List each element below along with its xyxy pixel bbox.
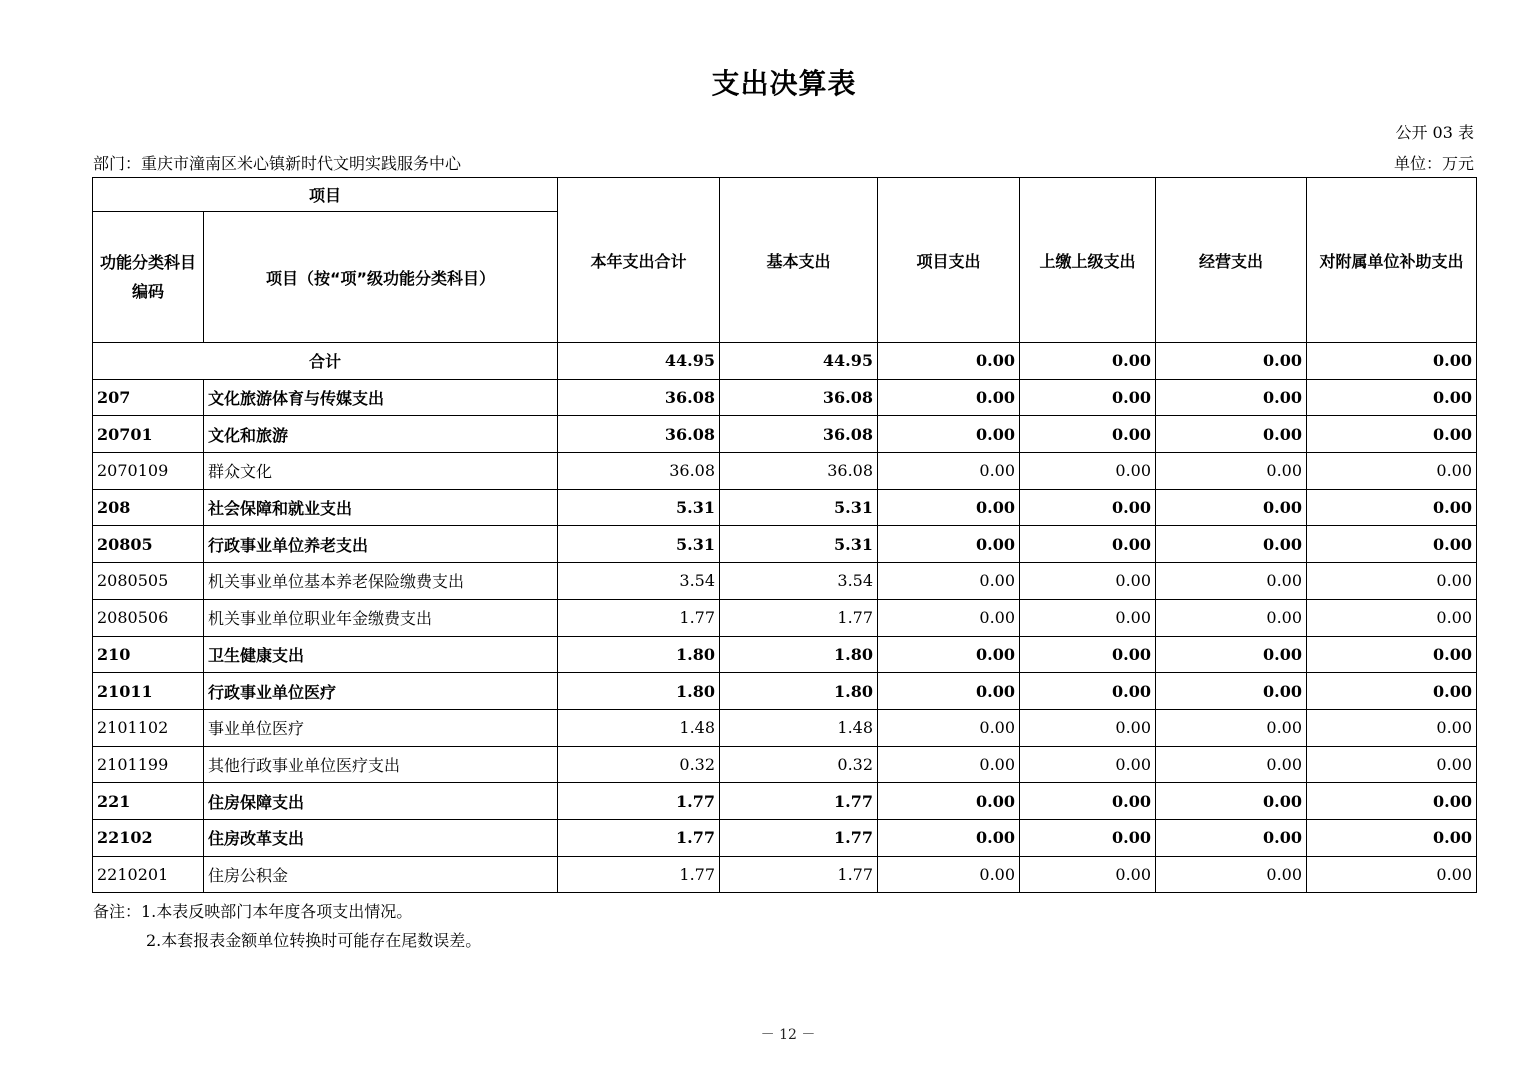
table-row	[93, 526, 1477, 563]
table-row	[93, 673, 1477, 710]
row-name: 行政事业单位养老支出	[204, 526, 558, 563]
row-value: 1.80	[720, 636, 878, 673]
row-value: 0.32	[558, 746, 720, 783]
row-value: 0.00	[1307, 563, 1477, 600]
table-row	[93, 416, 1477, 453]
row-value: 3.54	[720, 563, 878, 600]
row-value: 0.00	[1156, 379, 1307, 416]
row-code: 207	[93, 379, 204, 416]
row-code: 221	[93, 783, 204, 820]
row-value: 0.00	[1156, 453, 1307, 490]
row-name: 其他行政事业单位医疗支出	[204, 746, 558, 783]
row-value: 0.00	[1307, 453, 1477, 490]
row-value: 0.00	[1156, 856, 1307, 893]
row-code: 21011	[93, 673, 204, 710]
table-row	[93, 489, 1477, 526]
row-value: 5.31	[558, 489, 720, 526]
row-value: 5.31	[558, 526, 720, 563]
row-value: 0.00	[1020, 379, 1156, 416]
row-code: 20805	[93, 526, 204, 563]
row-value: 1.77	[558, 856, 720, 893]
expenditure-table	[92, 177, 1477, 893]
total-value: 0.00	[1020, 343, 1156, 380]
row-value: 36.08	[720, 379, 878, 416]
row-value: 0.00	[1156, 783, 1307, 820]
table-row	[93, 599, 1477, 636]
row-name: 住房保障支出	[204, 783, 558, 820]
row-value: 0.00	[1307, 673, 1477, 710]
row-value: 1.77	[720, 856, 878, 893]
row-value: 0.00	[878, 636, 1020, 673]
row-code: 2080505	[93, 563, 204, 600]
row-code: 2210201	[93, 856, 204, 893]
row-value: 0.32	[720, 746, 878, 783]
row-value: 0.00	[878, 746, 1020, 783]
department-label: 部门：重庆市潼南区米心镇新时代文明实践服务中心	[93, 154, 462, 173]
row-code: 2101102	[93, 709, 204, 746]
row-code: 210	[93, 636, 204, 673]
table-row	[93, 783, 1477, 820]
total-value: 44.95	[558, 343, 720, 380]
row-value: 36.08	[558, 416, 720, 453]
row-value: 0.00	[1307, 416, 1477, 453]
row-value: 0.00	[1156, 599, 1307, 636]
row-value: 36.08	[720, 453, 878, 490]
row-value: 1.48	[558, 709, 720, 746]
row-value: 0.00	[1307, 599, 1477, 636]
row-value: 0.00	[1156, 746, 1307, 783]
row-value: 0.00	[1020, 636, 1156, 673]
row-value: 0.00	[1307, 819, 1477, 856]
row-value: 0.00	[878, 416, 1020, 453]
table-row	[93, 819, 1477, 856]
row-value: 0.00	[1156, 563, 1307, 600]
row-value: 0.00	[1156, 819, 1307, 856]
header-subsidy: 对附属单位补助支出	[1307, 178, 1477, 343]
row-value: 0.00	[1307, 489, 1477, 526]
row-value: 1.77	[558, 783, 720, 820]
row-name: 行政事业单位医疗	[204, 673, 558, 710]
row-value: 3.54	[558, 563, 720, 600]
total-value: 0.00	[878, 343, 1020, 380]
form-number: 公开 03 表	[1395, 123, 1474, 142]
row-value: 0.00	[878, 709, 1020, 746]
row-name: 住房改革支出	[204, 819, 558, 856]
row-value: 0.00	[1020, 856, 1156, 893]
table-row	[93, 856, 1477, 893]
row-value: 0.00	[1020, 526, 1156, 563]
notes	[93, 897, 481, 955]
row-value: 0.00	[1020, 489, 1156, 526]
row-value: 1.77	[558, 599, 720, 636]
row-value: 36.08	[720, 416, 878, 453]
total-row	[93, 343, 1477, 380]
row-code: 2101199	[93, 746, 204, 783]
page-number: － 12 －	[760, 1027, 816, 1043]
row-name: 机关事业单位基本养老保险缴费支出	[204, 563, 558, 600]
row-value: 0.00	[1020, 453, 1156, 490]
table-row	[93, 379, 1477, 416]
row-value: 0.00	[1307, 783, 1477, 820]
row-value: 0.00	[1020, 819, 1156, 856]
row-value: 0.00	[1307, 709, 1477, 746]
total-value: 0.00	[1156, 343, 1307, 380]
row-name: 群众文化	[204, 453, 558, 490]
row-value: 0.00	[1307, 856, 1477, 893]
row-value: 0.00	[878, 856, 1020, 893]
table-row	[93, 709, 1477, 746]
row-value: 0.00	[1307, 526, 1477, 563]
row-name: 社会保障和就业支出	[204, 489, 558, 526]
row-value: 0.00	[878, 526, 1020, 563]
row-value: 5.31	[720, 526, 878, 563]
row-value: 0.00	[1020, 783, 1156, 820]
unit-label: 单位：万元	[1393, 154, 1474, 173]
note-line-1: 备注：1.本表反映部门本年度各项支出情况。	[93, 902, 413, 921]
row-value: 0.00	[1156, 416, 1307, 453]
total-label: 合计	[93, 343, 558, 380]
row-value: 0.00	[1156, 489, 1307, 526]
header-basic: 基本支出	[720, 178, 878, 343]
row-value: 0.00	[1307, 746, 1477, 783]
row-value: 0.00	[1020, 673, 1156, 710]
table-row	[93, 636, 1477, 673]
row-code: 22102	[93, 819, 204, 856]
row-value: 1.77	[558, 819, 720, 856]
row-value: 0.00	[878, 379, 1020, 416]
row-name: 住房公积金	[204, 856, 558, 893]
row-value: 0.00	[1020, 709, 1156, 746]
header-name: 项目（按“项”级功能分类科目）	[204, 212, 558, 343]
row-value: 0.00	[878, 783, 1020, 820]
header-project-expense: 项目支出	[878, 178, 1020, 343]
row-code: 208	[93, 489, 204, 526]
header-code: 功能分类科目编码	[93, 212, 204, 343]
row-name: 机关事业单位职业年金缴费支出	[204, 599, 558, 636]
row-value: 0.00	[1020, 563, 1156, 600]
row-value: 1.77	[720, 783, 878, 820]
row-value: 0.00	[878, 599, 1020, 636]
row-value: 1.80	[720, 673, 878, 710]
row-code: 20701	[93, 416, 204, 453]
row-value: 0.00	[1020, 599, 1156, 636]
table-row	[93, 563, 1477, 600]
row-value: 0.00	[1156, 709, 1307, 746]
header-project: 项目	[93, 178, 558, 212]
row-code: 2080506	[93, 599, 204, 636]
total-value: 44.95	[720, 343, 878, 380]
row-name: 卫生健康支出	[204, 636, 558, 673]
page-title: 支出决算表	[711, 67, 857, 100]
row-value: 0.00	[1156, 673, 1307, 710]
row-value: 0.00	[1020, 746, 1156, 783]
row-value: 36.08	[558, 453, 720, 490]
table-row	[93, 453, 1477, 490]
row-value: 0.00	[1156, 636, 1307, 673]
header-upper: 上缴上级支出	[1020, 178, 1156, 343]
row-value: 1.80	[558, 673, 720, 710]
row-value: 0.00	[878, 489, 1020, 526]
row-value: 0.00	[878, 819, 1020, 856]
total-value: 0.00	[1307, 343, 1477, 380]
row-code: 2070109	[93, 453, 204, 490]
row-value: 1.48	[720, 709, 878, 746]
row-value: 5.31	[720, 489, 878, 526]
row-name: 文化和旅游	[204, 416, 558, 453]
row-value: 36.08	[558, 379, 720, 416]
row-value: 1.80	[558, 636, 720, 673]
row-value: 0.00	[1307, 636, 1477, 673]
row-value: 0.00	[878, 453, 1020, 490]
row-value: 0.00	[878, 673, 1020, 710]
row-value: 0.00	[1156, 526, 1307, 563]
note-line-2: 2.本套报表金额单位转换时可能存在尾数误差。	[146, 931, 482, 950]
row-name: 文化旅游体育与传媒支出	[204, 379, 558, 416]
header-business: 经营支出	[1156, 178, 1307, 343]
row-value: 0.00	[1307, 379, 1477, 416]
row-value: 0.00	[1020, 416, 1156, 453]
row-value: 0.00	[878, 563, 1020, 600]
row-value: 1.77	[720, 819, 878, 856]
table-row	[93, 746, 1477, 783]
header-total: 本年支出合计	[558, 178, 720, 343]
row-name: 事业单位医疗	[204, 709, 558, 746]
row-value: 1.77	[720, 599, 878, 636]
